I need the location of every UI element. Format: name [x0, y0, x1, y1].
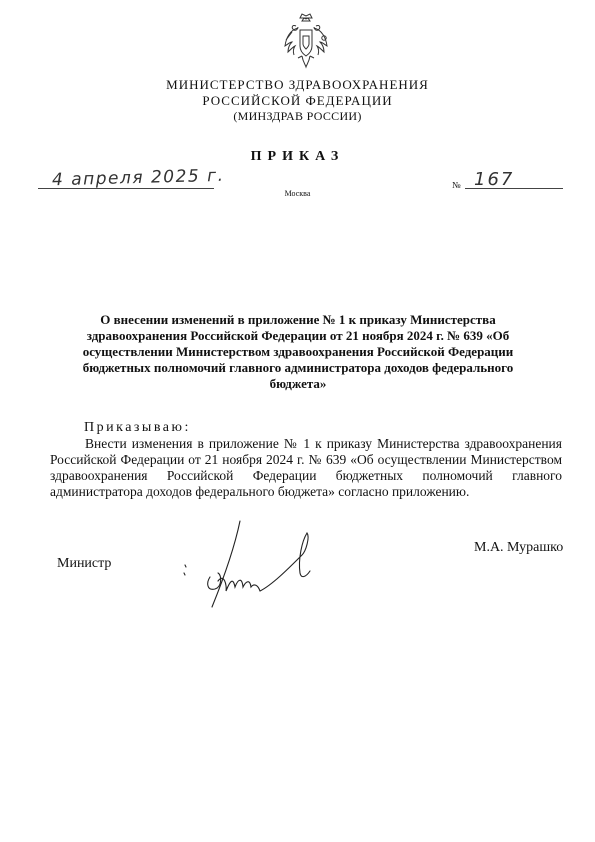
ministry-short-name: (МИНЗДРАВ РОССИИ) — [233, 109, 362, 123]
document-title: ПРИКАЗ — [250, 149, 345, 164]
order-body-text: Внести изменения в приложение № 1 к приказу Министерства здравоохранения Российской Федерации от 21 ноября 2024 г. № 639 «Об осуществлении Министерством здравоохранения Российской Федерации бюджетных полномочий главного администратора доходов федерального бюджета» согласно приложению. — [50, 436, 562, 499]
coat-of-arms-icon — [282, 12, 330, 70]
number-sign: № — [452, 180, 461, 190]
signer-position: Министр — [57, 556, 112, 571]
ministry-name-line2: РОССИЙСКОЙ ФЕДЕРАЦИИ — [202, 93, 393, 108]
order-word: Приказываю: — [84, 420, 191, 435]
signature-image — [180, 515, 330, 615]
document-city: Москва — [284, 189, 311, 198]
document-number: 167 — [474, 169, 515, 190]
document-date: 4 апреля 2025 г. — [51, 165, 225, 191]
number-underline — [465, 188, 563, 189]
document-subject: О внесении изменений в приложение № 1 к приказу Министерства здравоохранения Российской Федерации от 21 ноября 2024 г. № 639 «Об осуществлении Министерством здравоохранения Российской Федерации бюджетных полномочий главного администратора доходов федерального бюджета» — [82, 312, 514, 391]
ministry-name-line1: МИНИСТЕРСТВО ЗДРАВООХРАНЕНИЯ — [166, 77, 429, 92]
signer-name: М.А. Мурашко — [474, 540, 564, 555]
